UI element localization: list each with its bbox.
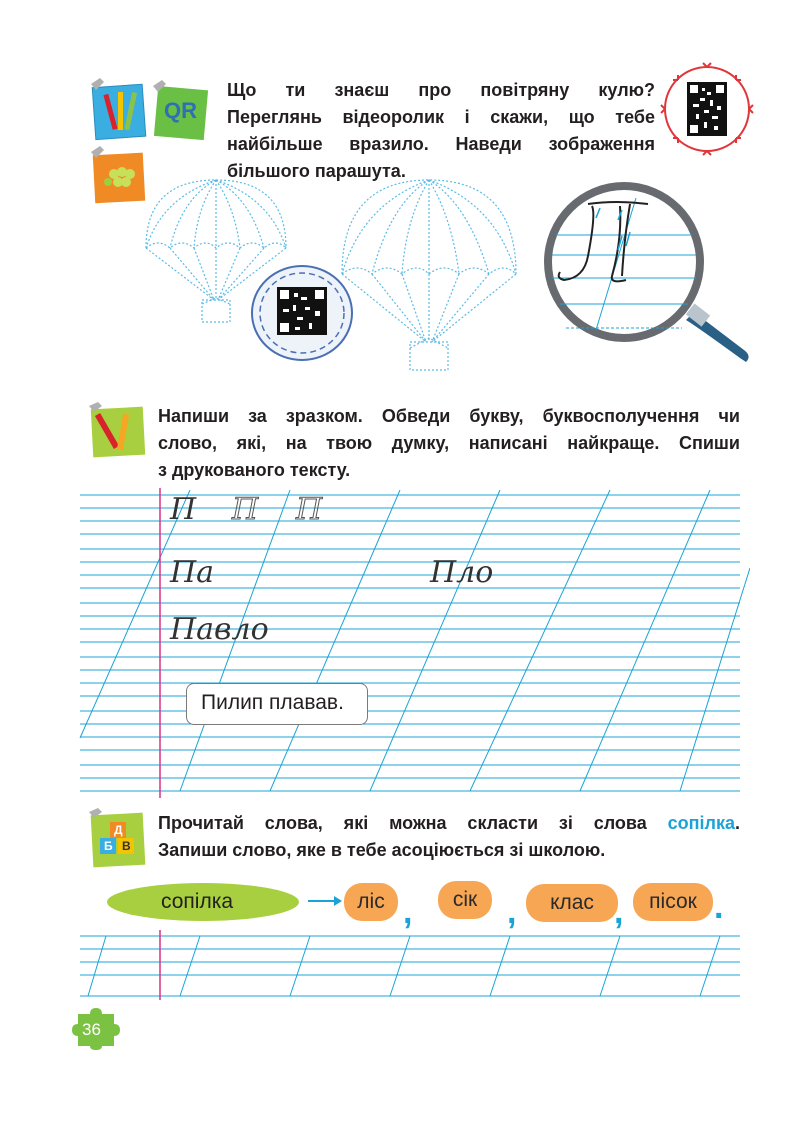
answer-lines[interactable]	[70, 930, 750, 1002]
task2-line2: слово, які, на твою думку, написані найкраще. Спиши	[158, 433, 740, 453]
task3-line1-text: Прочитай слова, які можна скласти зі слова	[158, 813, 668, 833]
task3-line2: Запиши слово, яке в тебе асоціюється зі школою.	[158, 840, 606, 860]
qr-task-icon	[150, 80, 210, 142]
script-trace-letter-1[interactable]: П	[232, 492, 259, 527]
writing-task-icon	[86, 402, 148, 460]
block-letter-v: В	[122, 839, 131, 853]
task1-line2: Переглянь відеоролик і скажи, що тебе	[227, 107, 655, 127]
task2-line3: з друкованого тексту.	[158, 460, 351, 480]
drawing-task-icon	[88, 78, 148, 142]
source-word-pill	[107, 883, 299, 921]
letter-blocks-icon	[86, 808, 148, 870]
separator-1: ,	[403, 893, 413, 931]
task3-line1	[158, 810, 740, 837]
word-pill-2: сік	[438, 881, 492, 919]
separator-4: .	[714, 888, 724, 926]
page-number: 36	[82, 1020, 101, 1039]
script-sample-letter: П	[170, 492, 197, 527]
qr-circle[interactable]	[249, 263, 355, 363]
highlighted-word: сопілка	[667, 813, 735, 833]
printed-text-box	[186, 683, 368, 725]
script-sample-plo: Пло	[430, 555, 494, 590]
separator-2: ,	[507, 893, 517, 931]
task1-line4: більшого парашута.	[227, 161, 406, 181]
qr-badge-label: QR	[164, 98, 197, 123]
task3-line1-period: .	[734, 813, 740, 833]
script-sample-pa: Па	[170, 555, 215, 590]
script-trace-letter-2[interactable]: П	[296, 492, 323, 527]
word-pill-1: ліс	[344, 883, 398, 921]
script-sample-word: Павло	[170, 612, 269, 647]
craft-task-icon	[88, 146, 150, 206]
magnifier-letter-sample	[526, 180, 758, 362]
separator-3: ,	[614, 893, 624, 931]
word-pill-3: клас	[526, 884, 618, 922]
printed-text: Пилип плавав.	[201, 691, 344, 714]
task2-line1: Напиши за зразком. Обведи букву, буквосполучення чи	[158, 406, 740, 426]
task1-line3: найбільше вразило. Наведи зображення	[227, 134, 655, 154]
arrow-icon	[308, 893, 344, 909]
task1-line1: Що ти знаєш про повітряну кулю?	[227, 80, 655, 100]
qr-wreath[interactable]	[660, 62, 754, 156]
large-parachute	[338, 178, 520, 378]
source-word: сопілка	[161, 890, 234, 913]
block-letter-b: Б	[104, 839, 113, 853]
page-number-badge	[70, 1008, 120, 1050]
word-pill-4: пісок	[633, 883, 713, 921]
block-letter-d: Д	[114, 823, 123, 837]
